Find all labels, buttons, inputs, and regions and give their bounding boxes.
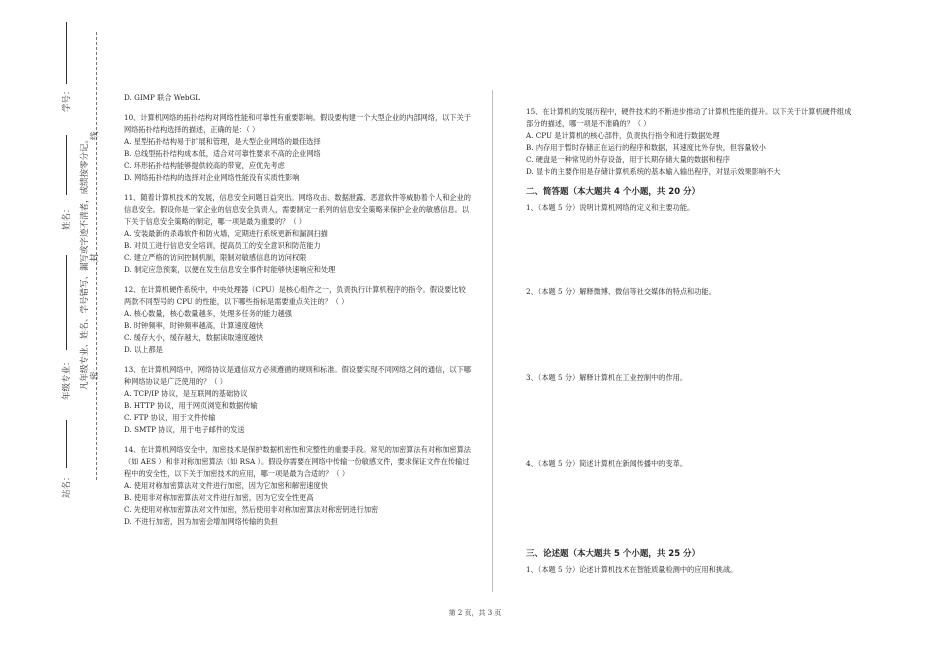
option-b: B. HTTP 协议，用于网页浏览和数据传输 [124, 401, 258, 410]
question-12 [124, 284, 472, 356]
question-15 [526, 106, 856, 178]
site-rule [66, 420, 67, 468]
question-10 [124, 112, 472, 184]
option-c: C. FTP 协议，用于文件传输 [124, 413, 216, 422]
option-d: D. 显卡的主要作用是存储计算机系统的基本输入输出程序，对显示效果影响不大 [526, 167, 781, 176]
essay-1: 1、（本题 5 分）论述计算机技术在智能质量检测中的应用和挑战。 [526, 565, 738, 574]
option-d: D. 不进行加密，因为加密会增加网络传输的负担 [124, 517, 278, 526]
option-d: D. 以上都是 [124, 345, 163, 354]
option-a: A. 核心数量，核心数量越多，处理多任务的能力越强 [124, 309, 292, 318]
question-stem: 15、在计算机的发展历程中，硬件技术的不断进步推动了计算机性能的提升。以下关于计算机硬件组成部分的描述，哪一项是不准确的？（ ） [526, 107, 852, 128]
option-b: B. 时钟频率，时钟频率越高，计算速度越快 [124, 321, 264, 330]
right-column [526, 106, 856, 576]
page-footer: 第 2 页，共 3 页 [448, 609, 502, 617]
question-13 [124, 364, 472, 436]
cut-mark-line: 线 [90, 131, 100, 140]
short-answer-2: 2、（本题 5 分）解释微博、微信等社交媒体的特点和功能。 [526, 287, 716, 296]
section-3-title: 三、论述题（本大题共 5 个小题，共 25 分） [526, 549, 701, 559]
option-c: C. 先使用对称加密算法对文件加密，然后使用非对称加密算法对称密钥进行加密 [124, 505, 379, 514]
prev-question-tail: D. GIMP 联合 WebGL [124, 93, 200, 102]
question-stem: 10、计算机网络的拓扑结构对网络性能和可靠性有重要影响。假设要构建一个大型企业的内部网络，以下关于网络拓扑结构选择的描述，正确的是：（ ） [124, 113, 471, 134]
option-b: B. 对员工进行信息安全培训，提高员工的安全意识和防范能力 [124, 241, 321, 250]
option-c: C. 硬盘是一种常见的外存设备，用于长期存储大量的数据和程序 [526, 155, 730, 164]
short-answer-3: 3、（本题 5 分）解释计算机在工业控制中的作用。 [526, 373, 688, 382]
short-answer-1: 1、（本题 5 分）说明计算机网络的定义和主要功能。 [526, 203, 695, 212]
option-c: C. 建立严格的访问控制机制，限制对敏感信息的访问权限 [124, 253, 307, 262]
option-b: B. 使用非对称加密算法对文件进行加密，因为它安全性更高 [124, 493, 314, 502]
option-d: D. SMTP 协议，用于电子邮件的发送 [124, 425, 245, 434]
student-id-rule [66, 22, 67, 84]
site-label: 站名： [62, 472, 72, 498]
option-b: B. 总线型拓扑结构成本低，适合对可靠性要求不高的企业网络 [124, 149, 321, 158]
option-c: C. 环形拓扑结构能够提供较高的带宽，应优先考虑 [124, 161, 285, 170]
option-a: A. 安装最新的杀毒软件和防火墙，定期进行系统更新和漏洞扫描 [124, 229, 328, 238]
name-label: 姓名： [62, 204, 72, 230]
question-14 [124, 444, 472, 528]
option-c: C. 缓存大小，缓存越大，数据读取速度越快 [124, 333, 264, 342]
cut-mark-seal: 封 [90, 253, 100, 262]
option-b: B. 内存用于暂时存储正在运行的程序和数据，其速度比外存快，但容量较小 [526, 143, 766, 152]
option-a: A. 使用对称加密算法对文件进行加密，因为它加密和解密速度快 [124, 481, 328, 490]
question-11 [124, 192, 472, 276]
option-a: A. TCP/IP 协议，是互联网的基础协议 [124, 389, 248, 398]
grade-major-rule [66, 255, 67, 350]
left-column [124, 92, 472, 528]
question-stem: 13、在计算机网络中，网络协议是通信双方必须遵循的规则和标准。假设要实现不同网络之间的通信，以下哪种网络协议是广泛使用的？（ ） [124, 365, 471, 386]
column-divider [492, 90, 493, 592]
short-answer-4: 4、（本题 5 分）简述计算机在新闻传播中的变革。 [526, 459, 688, 468]
option-d: D. 制定应急预案，以便在发生信息安全事件时能够快速响应和处理 [124, 265, 336, 274]
student-id-label: 学号： [62, 86, 72, 112]
question-stem: 11、随着计算机技术的发展，信息安全问题日益突出。网络攻击、数据泄露、恶意软件等威胁着个人和企业的信息安全。假设你是一家企业的信息安全负责人，需要制定一系列的信息安全策略来保护企业的敏感信息。以下关于信息安全策略的制定，哪一项是最为重要的？（ ） [124, 193, 471, 226]
question-stem: 12、在计算机硬件系统中，中央处理器（CPU）是核心组件之一，负责执行计算机程序的指令。假设要比较两款不同型号的 CPU 的性能，以下哪些指标是需要重点关注的？（ ） [124, 285, 466, 306]
cut-mark-secret: 密 [90, 371, 100, 380]
question-stem: 14、在计算机网络安全中，加密技术是保护数据机密性和完整性的重要手段。常见的加密算法有对称加密算法（如 AES ）和非对称加密算法（如 RSA ）。假设你需要在网络中传输一份敏感文件，要求保证文件在传输过程中的安全性，以下关于加密技术的应用，哪一项是最为合适的？（ ） [124, 445, 471, 478]
name-rule [66, 135, 67, 195]
grade-major-label: 年级专业： [62, 357, 72, 400]
option-a: A. CPU 是计算机的核心部件，负责执行指令和进行数据处理 [526, 131, 720, 140]
section-2-title: 二、简答题（本大题共 4 个小题，共 20 分） [526, 187, 701, 197]
option-d: D. 网络拓扑结构的选择对企业网络性能没有实质性影响 [124, 173, 300, 182]
option-a: A. 星型拓扑结构易于扩展和管理，是大型企业网络的最佳选择 [124, 137, 321, 146]
binding-warning: 凡年级专业、姓名、学号错写、漏写或字迹不清者，成绩按零分记。 [80, 134, 90, 390]
